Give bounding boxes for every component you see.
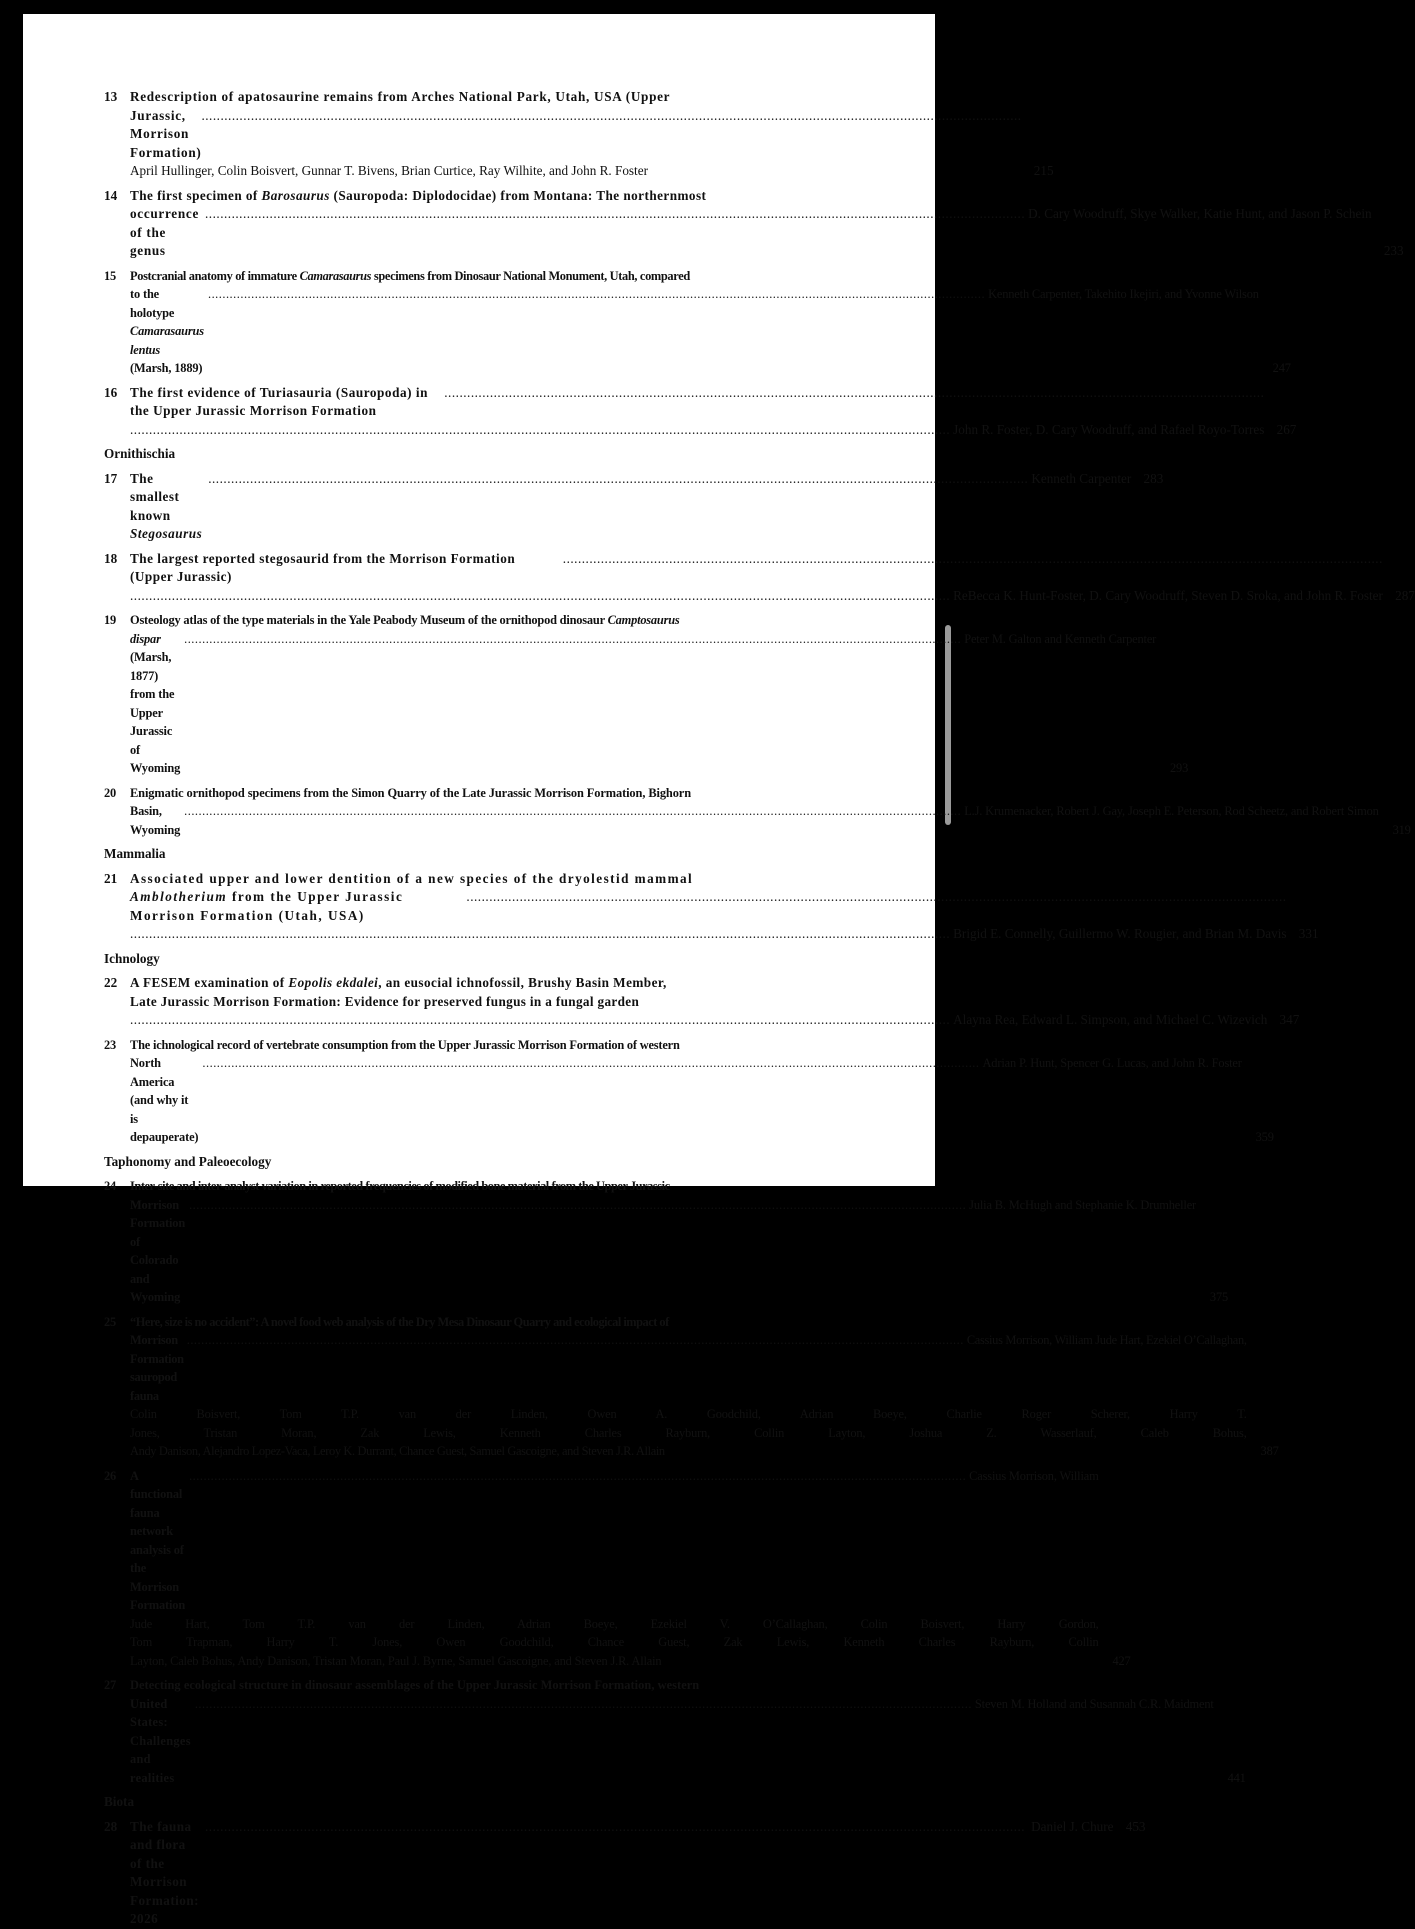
entry-title-taxon: Stegosaurus	[130, 526, 203, 541]
toc-entry-25[interactable]	[104, 1313, 1279, 1461]
entry-title-cont: Morrison Formation sauropod fauna	[130, 1333, 184, 1403]
entry-page: 427	[1112, 1653, 1131, 1668]
entry-title: A functional fauna network analysis of the Morrison Formation	[130, 1468, 186, 1612]
entry-title-taxon: Eopolis ekdalei	[288, 975, 379, 990]
entry-page: 293	[1170, 761, 1189, 775]
entry-title-cont: Morrison Formation of Colorado and Wyoming	[130, 1197, 186, 1304]
toc-entry-24[interactable]	[104, 1177, 1229, 1307]
entry-number: 18	[104, 550, 118, 566]
toc-entry-28[interactable]	[104, 1818, 1146, 1929]
entry-page: 441	[1227, 1770, 1246, 1785]
entry-page: 453	[1125, 1818, 1146, 1834]
entry-authors: Cassius Morrison, William	[969, 1468, 1099, 1483]
entry-title: Redescription of apatosaurine remains from Arches National Park, Utah, USA (Upper	[130, 89, 671, 104]
toc-entry-27[interactable]	[104, 1676, 1246, 1787]
entry-authors-cont: Jones, Tristan Moran, Zak Lewis, Kenneth Charles Rayburn, Collin Layton, Joshua Z. Wasserlauf, Caleb Bohus,	[130, 1425, 1247, 1440]
entry-number: 16	[104, 384, 118, 400]
leader-dots	[184, 630, 961, 649]
toc-entry-22[interactable]	[104, 974, 1300, 1030]
entry-authors-cont: Andy Danison, Alejandro Lopez-Vaca, Leroy K. Durrant, Chance Guest, Samuel Gascoigne, and Steven J.R. Allain	[130, 1444, 665, 1458]
entry-number: 13	[104, 89, 118, 104]
entry-page: 233	[1383, 243, 1404, 258]
entry-title-rest: specimens from Dinosaur National Monument, Utah, compared	[373, 268, 690, 283]
toc-entry-14[interactable]	[104, 187, 1404, 261]
entry-number: 24	[104, 1179, 117, 1193]
entry-page: 359	[1255, 1130, 1274, 1144]
entry-title-rest: , an eusocial ichnofossil, Brushy Basin Member,	[378, 975, 667, 990]
leader-dots	[208, 285, 985, 304]
entry-number: 23	[104, 1037, 117, 1052]
entry-page: 247	[1272, 361, 1291, 375]
entry-number: 28	[104, 1818, 118, 1834]
entry-title: Inter-site and inter-analyst variation in reported frequencies of modified bone material from the Upper Jurassic	[130, 1179, 670, 1193]
leader-dots	[130, 421, 950, 440]
toc-entry-15[interactable]	[104, 267, 1291, 378]
entry-title-taxon: Barosaurus	[261, 187, 330, 203]
leader-dots	[189, 1196, 966, 1215]
entry-title: Postcranial anatomy of immature	[130, 268, 297, 283]
entry-title: The first evidence of Turiasauria (Sauropoda) in the Upper Jurassic Morrison Formation	[130, 384, 428, 418]
entry-title: Detecting ecological structure in dinosaur assemblages of the Upper Jurassic Morrison Formation, western	[130, 1678, 700, 1692]
entry-authors: Daniel J. Chure	[1031, 1818, 1114, 1834]
toc-entry-19[interactable]	[104, 611, 1189, 778]
table-of-contents	[104, 88, 1415, 1929]
entry-title: A FESEM examination of	[130, 975, 285, 990]
entry-title-taxon: Amblotherium	[130, 889, 228, 904]
toc-entry-20[interactable]	[104, 784, 1411, 840]
entry-title-rest: (Sauropoda: Diplodocidae) from Montana: The northernmost	[333, 187, 707, 203]
entry-page: 287	[1395, 587, 1415, 603]
entry-title: “Here, size is no accident”: A novel food web analysis of the Dry Mesa Dinosaur Quarry and ecological impact of	[130, 1314, 669, 1329]
entry-title-cont: United States: Challenges and realities	[130, 1696, 191, 1785]
entry-number: 27	[104, 1678, 117, 1692]
toc-entry-26[interactable]	[104, 1467, 1131, 1671]
leader-dots	[444, 384, 1264, 403]
entry-title-cont: Late Jurassic Morrison Formation: Evidence for preserved fungus in a fungal garden	[130, 993, 640, 1009]
entry-page: 347	[1279, 1012, 1300, 1027]
section-heading-ichnology: Ichnology	[104, 950, 160, 966]
toc-entry-18[interactable]	[104, 550, 1415, 606]
leader-dots	[130, 587, 950, 606]
entry-title: Enigmatic ornithopod specimens from the Simon Quarry of the Late Jurassic Morrison Formation, Bighorn	[130, 785, 691, 800]
entry-title-cont: (Marsh, 1877) from the Upper Jurassic of Wyoming	[130, 650, 181, 775]
entry-authors-cont: Colin Boisvert, Tom T.P. van der Linden, Owen A. Goodchild, Adrian Boeye, Charlie Roger Scherer, Harry T.	[130, 1407, 1247, 1421]
entry-title-cont: from the Upper Jurassic Morrison Formation (Utah, USA)	[130, 889, 404, 923]
entry-title: The smallest known	[130, 470, 180, 523]
entry-title: Associated upper and lower dentition of a new species of the dryolestid mammal	[130, 870, 694, 886]
entry-title-taxon-2: Camarasaurus lentus	[130, 324, 204, 357]
entry-number: 19	[104, 613, 117, 627]
entry-title-year: (Marsh, 1889)	[130, 361, 203, 375]
entry-title-taxon: Camptosaurus	[607, 613, 680, 627]
entry-page: 267	[1276, 421, 1297, 437]
entry-authors: Adrian P. Hunt, Spencer G. Lucas, and John R. Foster	[982, 1056, 1242, 1070]
leader-dots	[189, 1467, 966, 1486]
leader-dots	[187, 1331, 964, 1350]
leader-dots	[130, 1011, 950, 1030]
entry-title-taxon: Camarasaurus	[299, 268, 372, 283]
entry-number: 17	[104, 470, 118, 486]
entry-page: 375	[1209, 1290, 1229, 1304]
section-heading-taphonomy: Taphonomy and Paleoecology	[104, 1153, 272, 1169]
leader-dots	[208, 470, 1028, 489]
section-heading-biota: Biota	[104, 1794, 135, 1809]
entry-page: 331	[1298, 926, 1319, 941]
entry-title-cont: to the holotype	[130, 287, 175, 320]
entry-authors: Brigid E. Connelly, Guillermo W. Rougier, and Brian M. Davis	[953, 926, 1287, 941]
section-heading-mammalia: Mammalia	[104, 846, 166, 861]
entry-authors: L.J. Krumenacker, Robert J. Gay, Joseph E. Peterson, Rod Scheetz, and Robert Simon	[964, 804, 1379, 818]
entry-page: 387	[1260, 1444, 1279, 1458]
entry-authors: Julia B. McHugh and Stephanie K. Drumheller	[969, 1197, 1197, 1212]
entry-title: The fauna and flora of the Morrison Formation: 2026	[130, 1818, 199, 1926]
entry-authors: Kenneth Carpenter	[1031, 470, 1132, 486]
leader-dots	[466, 888, 1286, 907]
entry-number: 15	[104, 268, 117, 283]
entry-number: 26	[104, 1468, 117, 1483]
leader-dots	[195, 1695, 972, 1714]
entry-authors: Steven M. Holland and Susannah C.R. Maidment	[974, 1696, 1214, 1711]
entry-authors: Kenneth Carpenter, Takehito Ikejiri, and Yvonne Wilson	[988, 287, 1259, 301]
entry-page: 319	[1392, 822, 1411, 837]
entry-authors: John R. Foster, D. Cary Woodruff, and Rafael Royo-Torres	[953, 421, 1265, 437]
entry-number: 25	[104, 1314, 117, 1329]
entry-authors-cont: Layton, Caleb Bohus, Andy Danison, Tristan Moran, Paul J. Byrne, Samuel Gascoigne, and Steven J.R. Allain	[130, 1653, 662, 1668]
entry-title: The first specimen of	[130, 187, 258, 203]
toc-entry-17[interactable]	[104, 470, 1164, 544]
entry-number: 21	[104, 870, 118, 886]
entry-number: 14	[104, 187, 118, 203]
entry-title: Osteology atlas of the type materials in the Yale Peabody Museum of the ornithopod dinosaur	[130, 613, 605, 627]
entry-page: 283	[1143, 470, 1164, 486]
leader-dots	[563, 550, 1383, 569]
entry-page: 215	[1033, 163, 1054, 178]
entry-authors-cont: Tom Trapman, Harry T. Jones, Owen Goodchild, Chance Guest, Zak Lewis, Kenneth Charles Rayburn, Collin	[130, 1635, 1099, 1649]
entry-number: 22	[104, 975, 118, 990]
entry-authors: ReBecca K. Hunt-Foster, D. Cary Woodruff, Steven D. Sroka, and John R. Foster	[953, 587, 1383, 603]
toc-entry-16[interactable]	[104, 384, 1297, 440]
entry-authors: D. Cary Woodruff, Skye Walker, Katie Hunt, and Jason P. Schein	[1028, 206, 1372, 221]
leader-dots	[202, 1054, 979, 1073]
leader-dots	[201, 107, 1021, 126]
entry-authors-cont: Jude Hart, Tom T.P. van der Linden, Adrian Boeye, Ezekiel V. O’Callaghan, Colin Boisvert, Harry Gordon,	[130, 1616, 1099, 1631]
entry-authors: Alayna Rea, Edward L. Simpson, and Michael C. Wizevich	[953, 1012, 1268, 1027]
entry-authors: April Hullinger, Colin Boisvert, Gunnar T. Bivens, Brian Curtice, Ray Wilhite, and John R. Foster	[130, 163, 648, 178]
leader-dots	[184, 802, 961, 821]
entry-title-cont: North America (and why it is depauperate)	[130, 1056, 199, 1144]
entry-title: The ichnological record of vertebrate consumption from the Upper Jurassic Morrison Formation of western	[130, 1037, 680, 1052]
entry-authors: Peter M. Galton and Kenneth Carpenter	[964, 631, 1157, 646]
leader-dots	[130, 925, 950, 944]
toc-entry-21[interactable]	[104, 870, 1319, 944]
leader-dots	[205, 205, 1025, 224]
entry-number: 20	[104, 785, 117, 800]
entry-authors: Cassius Morrison, William Jude Hart, Ezekiel O’Callaghan,	[966, 1333, 1247, 1347]
section-heading-ornithischia: Ornithischia	[104, 446, 176, 461]
entry-title-taxon-2: dispar	[130, 631, 161, 646]
entry-title-cont: Basin, Wyoming	[130, 804, 181, 837]
toc-entry-13[interactable]	[104, 88, 1054, 181]
entry-title: The largest reported stegosaurid from the Morrison Formation (Upper Jurassic)	[130, 550, 516, 584]
entry-title-cont: Jurassic, Morrison Formation)	[130, 107, 202, 160]
toc-entry-23[interactable]	[104, 1036, 1274, 1147]
leader-dots	[205, 1818, 1025, 1837]
entry-title-cont: occurrence of the genus	[130, 206, 199, 258]
